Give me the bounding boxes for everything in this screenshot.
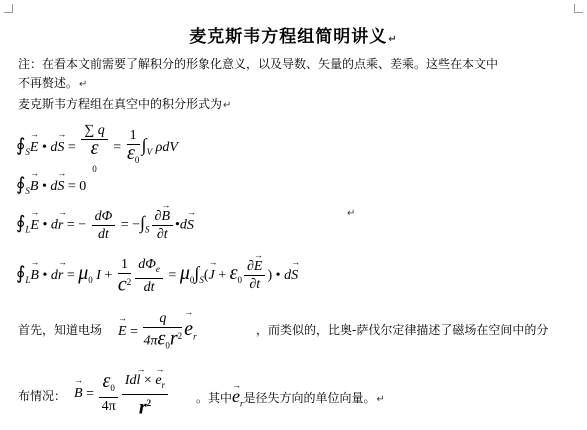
body-line-2-middle: 。其中 xyxy=(196,391,233,405)
note-line-1: 注：在看本文前需要了解积分的形象化意义，以及导数、矢量的点乘、差乘。这些在本文中 xyxy=(18,57,499,71)
paragraph-mark-icon: ↵ xyxy=(388,34,398,45)
equation-ampere-maxwell: $∮_L\to B$ • $d\to r = \mu_0$ I + $\frac{1}{c^2}$ $\frac{d\Phi_e}{dt}$ = $\mu_0\int_S(\to J + \varepsilon_0$ $\frac{\partial\to E}{\partial t}$ ) • d→ S xyxy=(16,256,298,296)
page-corner-mark xyxy=(574,4,583,13)
equation-gauss-magnetic: $∮_S\to B$ • d→ S = 0 xyxy=(16,174,86,196)
page-corner-mark xyxy=(4,4,13,13)
equation-biot-savart: → B = $\frac{\varepsilon_0}{4\pi}$ $\frac{Id\to l \times \to e_r}{r^2}$ xyxy=(74,372,170,416)
equation-coulomb-field: → E = $\frac{q}{4\pi\varepsilon_0r^2}$ → $e_r$ xyxy=(118,310,197,354)
note-line-2 xyxy=(18,75,87,93)
paragraph-mark-icon: ↵ xyxy=(223,100,232,111)
equation-faraday: $∮_L\to E$ • d→ r = − $\frac{d\Phi}{dt}$ = $-\int_S$ $\frac{\partial\to B}{\partial t}$ •d→ S xyxy=(16,208,194,243)
body-line-2-prefix: 布情况： xyxy=(18,389,67,403)
unit-vector-er: → $e_r$ xyxy=(232,386,244,406)
body-line-1-prefix: 首先，知道电场 xyxy=(18,323,103,337)
equation-gauss-electric: $∮_S\to E$ • d→ S = ∑ q ε $_0$ = $\frac{1}{\varepsilon_0}$ $\int_V$ ρdV xyxy=(16,122,178,174)
note-line-2-text: 不再赘述。 xyxy=(18,76,79,90)
paragraph-mark-icon: ↵ xyxy=(376,394,385,405)
paragraph-mark-icon: ↵ xyxy=(79,79,88,90)
paragraph-mark-icon: ↵ xyxy=(347,208,356,219)
body-line-1-suffix: ，而类似的，比奥-萨伐尔定律描述了磁场在空间中的分 xyxy=(256,323,549,337)
body-line-2-end: 是径失方向的单位向量。 xyxy=(243,391,376,405)
intro-text: 麦克斯韦方程组在真空中的积分形式为 xyxy=(18,97,223,111)
body-line-2-suffix xyxy=(196,388,385,412)
document-title xyxy=(0,22,587,47)
intro-line xyxy=(18,96,231,114)
title-text: 麦克斯韦方程组简明讲义 xyxy=(189,27,388,47)
